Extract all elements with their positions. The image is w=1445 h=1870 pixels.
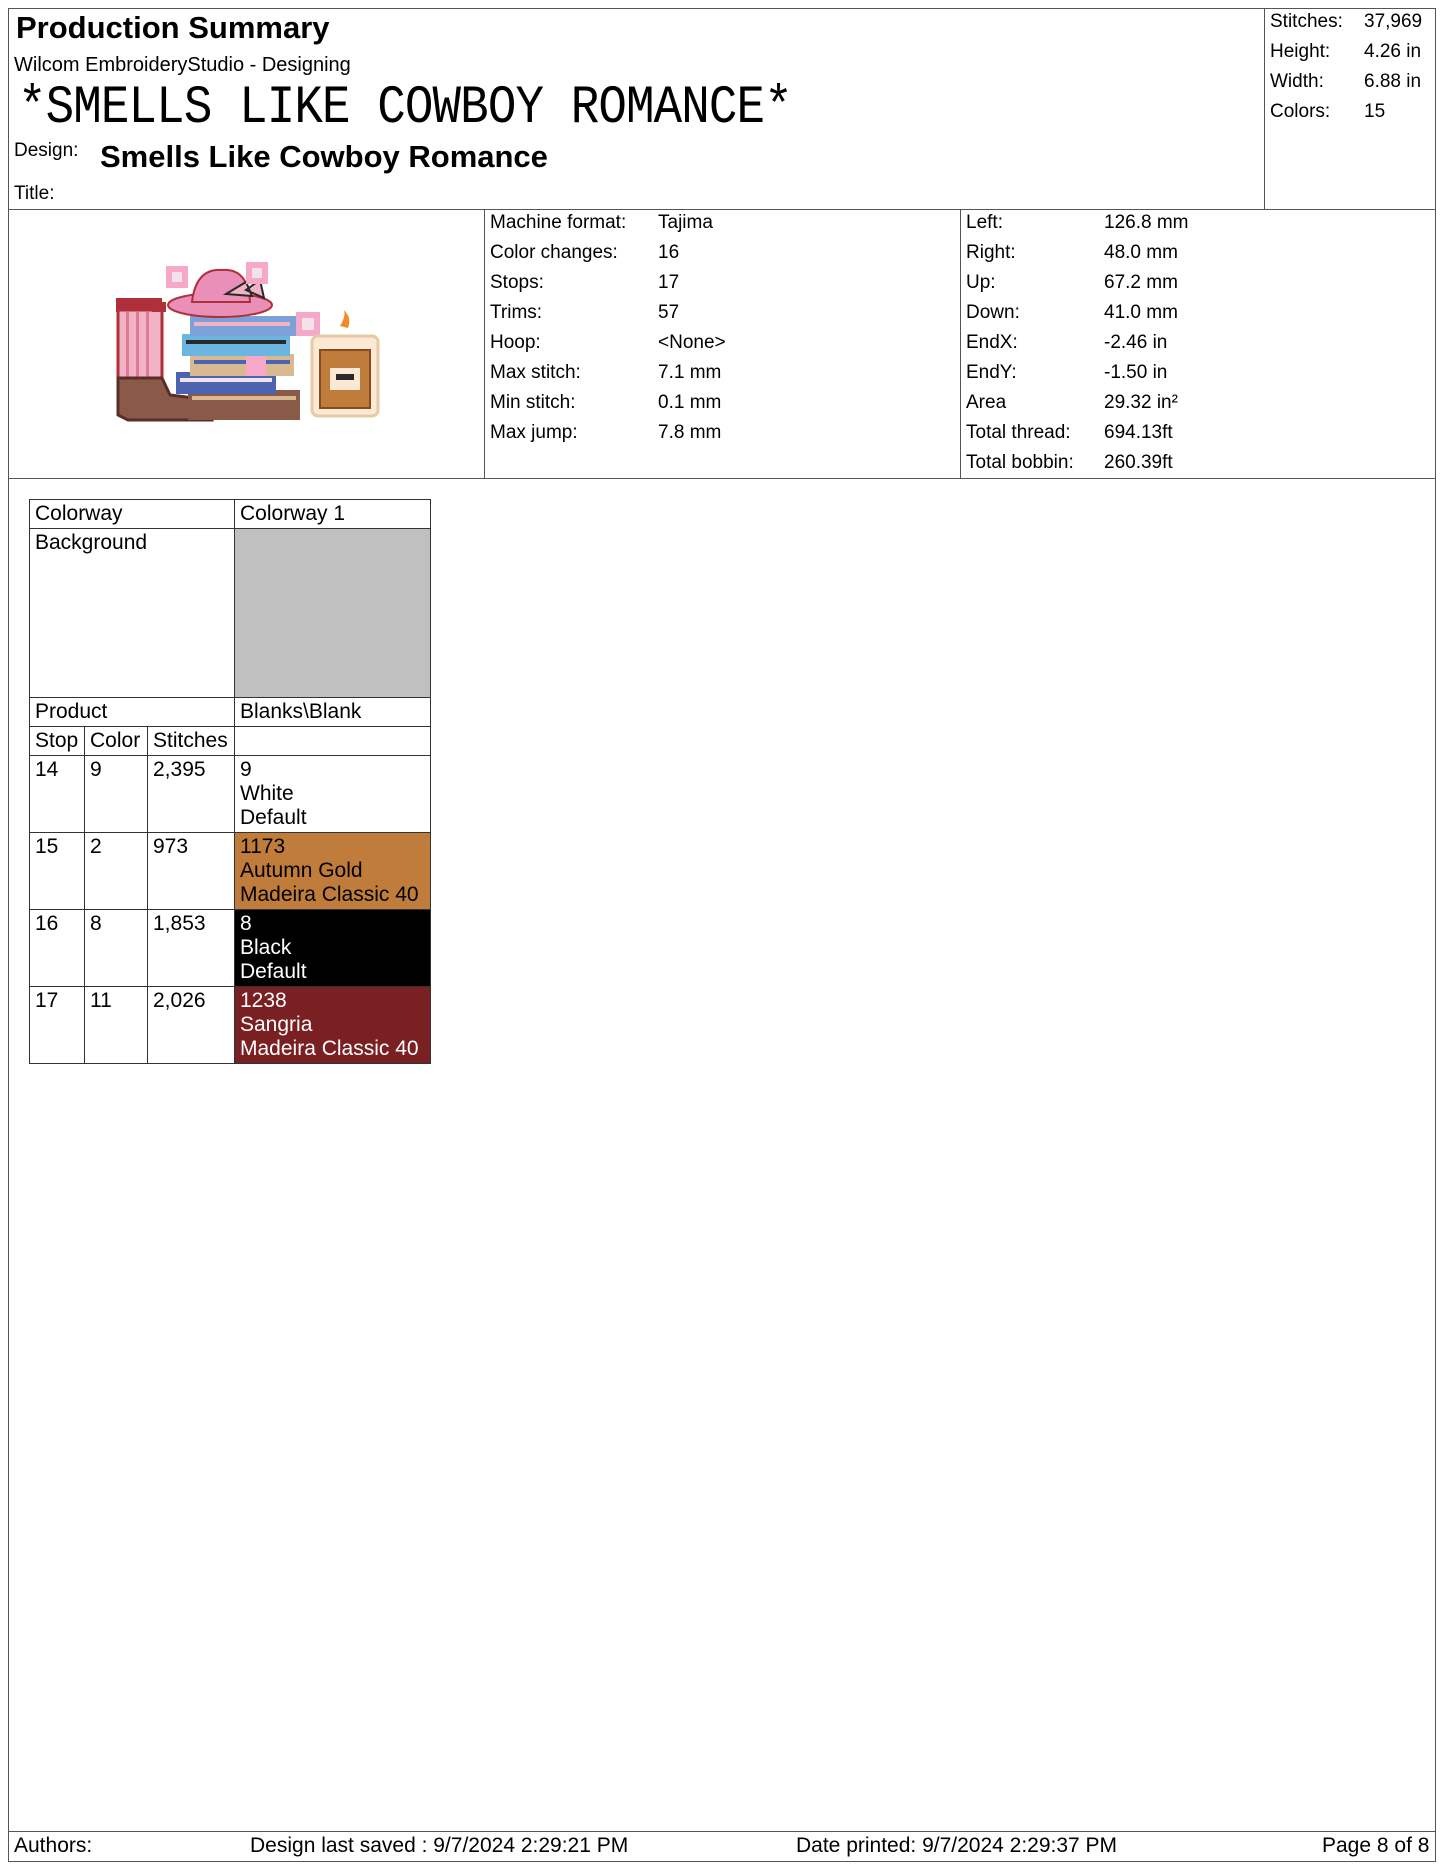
footer-page-number: Page 8 of 8 (1322, 1834, 1430, 1857)
machine-spec-value: 16 (658, 242, 680, 263)
colors-value: 15 (1364, 101, 1386, 122)
machine-spec-label: Stops: (490, 272, 544, 293)
colors-label: Colors: (1270, 101, 1331, 122)
design-label: Design: (14, 140, 79, 161)
machine-spec-value: Tajima (658, 212, 713, 233)
thread-stop: 17 (30, 987, 85, 1064)
header-divider (8, 209, 1436, 210)
thread-swatch (235, 833, 431, 910)
machine-spec-value: 0.1 mm (658, 392, 722, 413)
machine-spec-value: 57 (658, 302, 680, 323)
thread-row (30, 987, 431, 1064)
background-swatch (235, 529, 431, 698)
thread-stop: 16 (30, 910, 85, 987)
machine-spec-value: 17 (658, 272, 680, 293)
thread-stitches: 1,853 (148, 910, 235, 987)
colorway-name: Colorway 1 (235, 500, 431, 529)
flower-left (166, 266, 188, 288)
thread-name: White (240, 782, 294, 805)
col-thread (235, 727, 431, 756)
extent-spec-label: EndX: (966, 332, 1018, 353)
design-preview (100, 250, 400, 435)
footer-date-printed: Date printed: 9/7/2024 2:29:37 PM (796, 1834, 1118, 1857)
details-divider-right (960, 209, 961, 478)
thread-color: 9 (85, 756, 148, 833)
stitches-value: 37,969 (1364, 11, 1423, 32)
thread-stop: 15 (30, 833, 85, 910)
thread-row (30, 833, 431, 910)
extent-spec-value: 126.8 mm (1104, 212, 1189, 233)
title-label: Title: (14, 183, 55, 204)
candle (312, 310, 378, 416)
col-stitches: Stitches (148, 727, 235, 756)
thread-chart: Madeira Classic 40 (240, 1037, 419, 1060)
footer-divider (8, 1831, 1436, 1832)
thread-chart: Default (240, 960, 307, 983)
column-header-row (30, 727, 431, 756)
thread-color: 11 (85, 987, 148, 1064)
colorway-table (29, 499, 431, 1064)
thread-row (30, 910, 431, 987)
machine-spec-label: Color changes: (490, 242, 618, 263)
thread-name: Autumn Gold (240, 859, 363, 882)
background-row (30, 529, 431, 698)
thread-rows (30, 756, 431, 1064)
footer-last-saved: Design last saved : 9/7/2024 2:29:21 PM (250, 1834, 629, 1857)
report-title: Production Summary (16, 10, 330, 45)
colorway-label: Colorway (30, 500, 235, 529)
width-value: 6.88 in (1364, 71, 1422, 92)
thread-code: 1238 (240, 989, 287, 1012)
extent-spec-label: Down: (966, 302, 1020, 323)
extent-spec-label: Left: (966, 212, 1003, 233)
thread-code: 8 (240, 912, 252, 935)
thread-name: Sangria (240, 1013, 313, 1036)
thread-chart: Default (240, 806, 307, 829)
machine-spec-label: Min stitch: (490, 392, 576, 413)
machine-spec-label: Trims: (490, 302, 543, 323)
footer-authors: Authors: (14, 1834, 93, 1857)
details-divider (8, 478, 1436, 479)
summary-divider (1264, 8, 1265, 209)
software-name: Wilcom EmbroideryStudio - Designing (14, 54, 351, 76)
machine-spec-label: Max jump: (490, 422, 578, 443)
thread-stitches: 2,395 (148, 756, 235, 833)
thread-row (30, 756, 431, 833)
extent-spec-label: Right: (966, 242, 1016, 263)
thread-name: Black (240, 936, 292, 959)
design-name: Smells Like Cowboy Romance (100, 139, 548, 174)
extent-spec-value: 694.13ft (1104, 422, 1173, 443)
thread-stitches: 973 (148, 833, 235, 910)
extent-spec-label: EndY: (966, 362, 1017, 383)
col-color: Color (85, 727, 148, 756)
extent-spec-label: Total thread: (966, 422, 1071, 443)
thread-swatch (235, 910, 431, 987)
machine-spec-label: Hoop: (490, 332, 541, 353)
thread-stop: 14 (30, 756, 85, 833)
height-value: 4.26 in (1364, 41, 1422, 62)
machine-spec-label: Max stitch: (490, 362, 581, 383)
extent-spec-value: 48.0 mm (1104, 242, 1178, 263)
product-row (30, 698, 431, 727)
extent-spec-value: 67.2 mm (1104, 272, 1178, 293)
machine-spec-value: <None> (658, 332, 726, 353)
thread-swatch (235, 987, 431, 1064)
machine-spec-value: 7.1 mm (658, 362, 722, 383)
colorway-header-row (30, 500, 431, 529)
extent-spec-label: Area (966, 392, 1007, 413)
width-label: Width: (1270, 71, 1324, 92)
extent-spec-value: -1.50 in (1104, 362, 1168, 383)
extent-spec-value: 29.32 in² (1104, 392, 1178, 413)
extent-spec-label: Total bobbin: (966, 452, 1074, 473)
thread-code: 9 (240, 758, 252, 781)
machine-spec-value: 7.8 mm (658, 422, 722, 443)
col-stop: Stop (30, 727, 85, 756)
thread-color: 2 (85, 833, 148, 910)
thread-stitches: 2,026 (148, 987, 235, 1064)
details-divider-left (484, 209, 485, 478)
background-label: Background (30, 529, 235, 698)
flower-mid (296, 312, 320, 336)
product-value: Blanks\Blank (235, 698, 431, 727)
thread-color: 8 (85, 910, 148, 987)
stitches-label: Stitches: (1270, 11, 1343, 32)
book-stack (176, 316, 300, 420)
thread-swatch (235, 756, 431, 833)
product-label: Product (30, 698, 235, 727)
thread-chart: Madeira Classic 40 (240, 883, 419, 906)
design-banner: *SMELLS LIKE COWBOY ROMANCE* (18, 78, 792, 139)
height-label: Height: (1270, 41, 1331, 62)
extent-spec-value: 260.39ft (1104, 452, 1173, 473)
thread-code: 1173 (240, 835, 286, 858)
machine-spec-label: Machine format: (490, 212, 627, 233)
extent-spec-value: 41.0 mm (1104, 302, 1178, 323)
extent-spec-value: -2.46 in (1104, 332, 1168, 353)
extent-spec-label: Up: (966, 272, 996, 293)
